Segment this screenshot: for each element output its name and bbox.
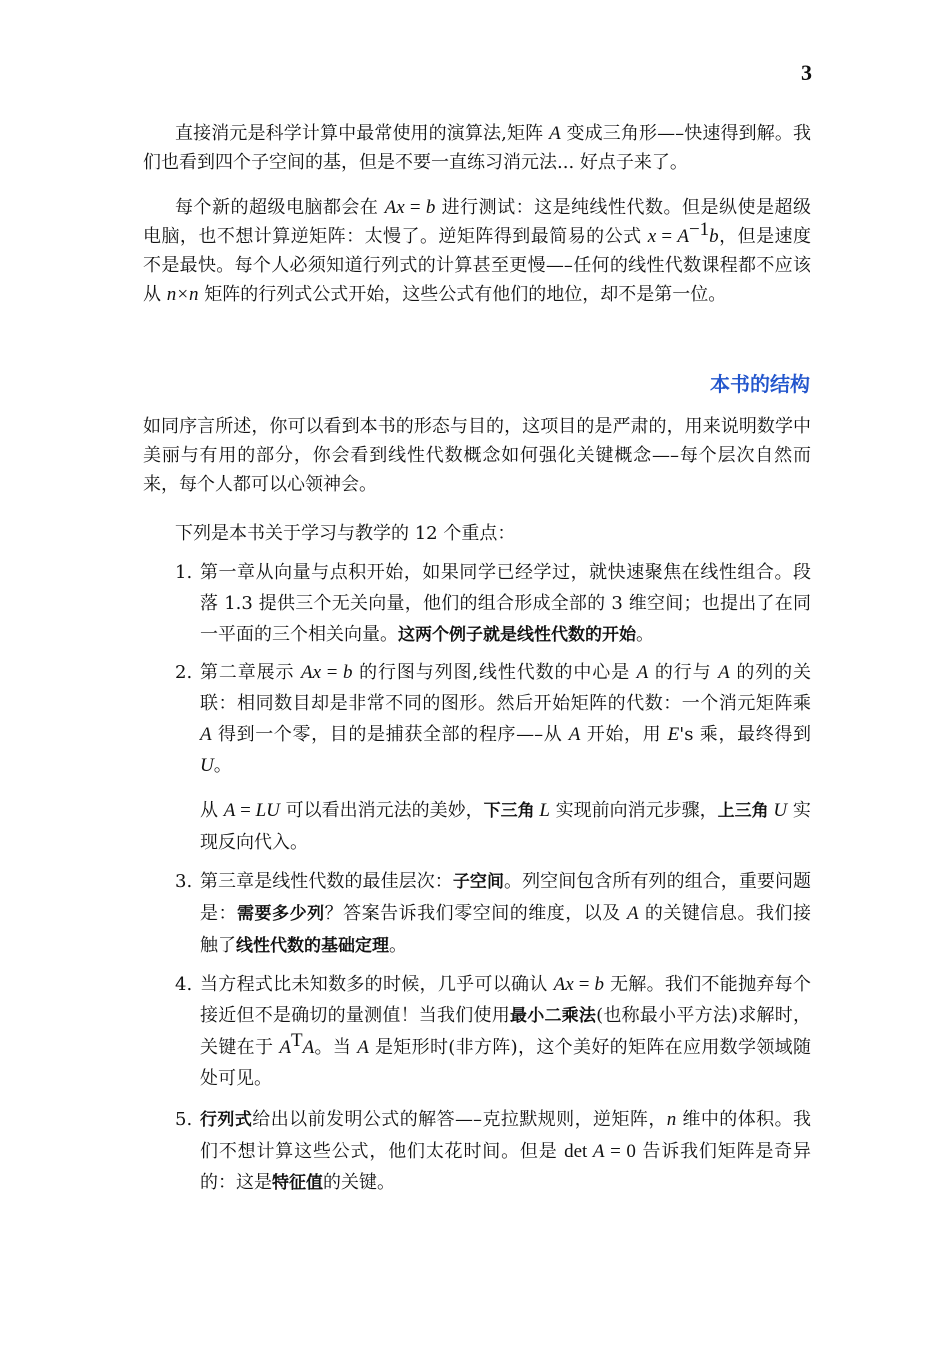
- intro-paragraph-1: 直接消元是科学计算中最常使用的演算法,矩阵 A 变成三角形—–快速得到解。我们也看到四个子空间的基，但是不要一直练习消元法... 好点子来了。: [143, 123, 811, 173]
- list-item-5: [175, 1104, 811, 1199]
- list-number: 2.: [175, 662, 193, 683]
- list-item-2: [175, 657, 811, 781]
- intro-paragraph-2: 每个新的超级电脑都会在 Ax = b 进行测试：这是纯线性代数。但是纵使是超级电脑，也不想计算逆矩阵：太慢了。逆矩阵得到最简易的公式 $x = A^{-1}b$，但是速度不是最快。每个人必须知道行列式的计算甚至更慢—–任何的线性代数课程都不应该从 n×n 矩阵的行列式公式开始，这些公式有他们的地位，却不是第一位。: [143, 197, 811, 305]
- list-number: 5.: [175, 1109, 193, 1130]
- list-item-4: [175, 969, 811, 1094]
- list-text: 第二章展示 Ax = b 的行图与列图,线性代数的中心是 A 的行与 A 的列的关联：相同数目却是非常不同的图形。然后开始矩阵的代数：一个消元矩阵乘 A 得到一个零，目的是捕获全部的程序—–从 A 开始，用 E's 乘，最终得到 U。: [200, 662, 811, 776]
- list-text: 行列式给出以前发明公式的解答—–克拉默规则，逆矩阵，n 维中的体积。我们不想计算这些公式，他们太花时间。但是 det A = 0 告诉我们矩阵是奇异的：这是特征值的关键。: [200, 1109, 811, 1193]
- page-number: 3: [801, 60, 812, 85]
- list-text: 第三章是线性代数的最佳层次：子空间。列空间包含所有列的组合，重要问题是：需要多少列？答案告诉我们零空间的维度，以及 A 的关键信息。我们接触了线性代数的基础定理。: [200, 871, 812, 956]
- list-number: 1.: [175, 562, 193, 583]
- section-paragraph-1: 如同序言所述，你可以看到本书的形态与目的，这项目的是严肃的，用来说明数学中美丽与有用的部分，你会看到线性代数概念如何强化关键概念—–每个层次自然而来，每个人都可以心领神会。: [143, 416, 811, 495]
- section-paragraph-2: 下列是本书关于学习与教学的 12 个重点：: [175, 523, 516, 544]
- list-text: 当方程式比未知数多的时候，几乎可以确认 Ax = b 无解。我们不能抛弃每个接近但不是确切的量测值！当我们使用最小二乘法(也称最小平方法)求解时，关键在于 $A^TA$。当 A 是矩形时(非方阵)，这个美好的矩阵在应用数学领域随处可见。: [200, 974, 812, 1089]
- list-number: 3.: [175, 871, 193, 892]
- list-item-3: [175, 866, 811, 962]
- section-heading: 本书的结构: [710, 372, 810, 396]
- list-number: 4.: [175, 974, 193, 995]
- list-text: 第一章从向量与点积开始，如果同学已经学过，就快速聚焦在线性组合。段落 1.3 提供三个无关向量，他们的组合形成全部的 3 维空间；也提出了在同一平面的三个相关向量。这两个例子就是线性代数的开始。: [200, 562, 811, 645]
- list-item-1: [175, 557, 811, 651]
- list-item-2-subparagraph: 从 A = LU 可以看出消元法的美妙，下三角 L 实现前向消元步骤，上三角 U 实现反向代入。: [200, 800, 811, 853]
